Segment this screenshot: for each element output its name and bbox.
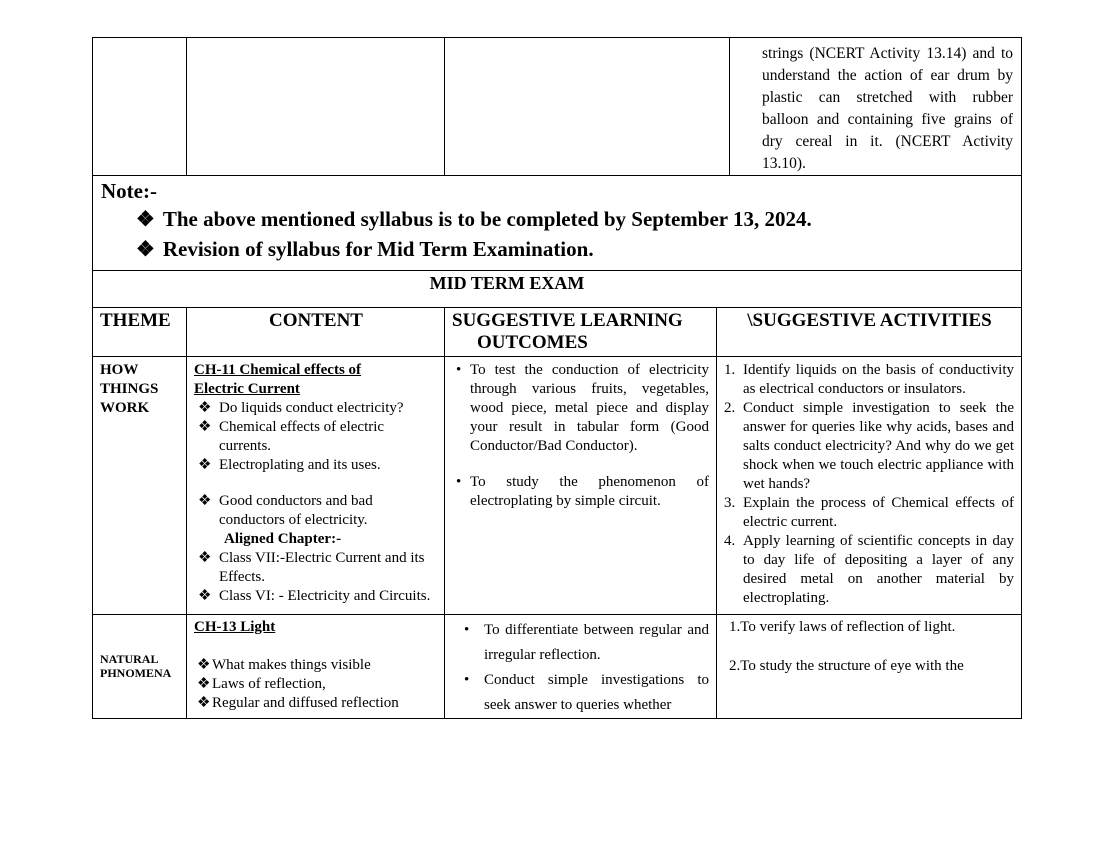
item-number: 4. [724,533,736,549]
header-outcomes [445,308,717,357]
list-item [724,399,1014,494]
aligned-text: Class VII:-Electric Current and its Effects. [219,550,425,585]
list-item [194,694,437,713]
diamond-bullet-icon: ❖ [197,657,211,673]
note-item [101,234,1013,264]
outcome-text: To study the phenomenon of electroplating by simple circuit. [470,474,709,509]
note-item [101,204,1013,234]
item-number: 1. [724,362,736,378]
list-item [452,361,709,456]
bullet-dot-icon: • [456,362,462,378]
outcome-text: Conduct simple investigations to seek answer to queries whether [484,672,709,713]
diamond-bullet-icon: ❖ [136,207,155,231]
diamond-bullet-icon: ❖ [198,457,212,473]
topic-text: What makes things visible [212,657,371,673]
header-theme-label: THEME [100,310,171,331]
activity-continuation-text: strings (NCERT Activity 13.14) and to understand the action of ear drum by plastic can stretched with rubber balloon and containing five grains of dry cereal in it. (NCERT Activity 13.10). [762,45,1013,172]
note-item-text: The above mentioned syllabus is to be completed by September 13, 2024. [162,207,812,231]
aligned-list [194,549,437,606]
theme-cell [93,357,187,615]
topic-text: Do liquids conduct electricity? [219,400,404,416]
diamond-bullet-icon: ❖ [197,695,211,711]
spacer [194,475,437,492]
activities-list [724,361,1014,608]
header-theme [93,308,187,357]
list-item [194,456,437,475]
theme-cell [93,615,187,719]
aligned-chapter-label: Aligned Chapter:- [224,531,342,547]
row-how-things-work [93,357,1022,615]
topic-text: Laws of reflection, [212,676,326,692]
activity-text: Explain the process of Chemical effects of electric current. [743,495,1014,530]
header-outcomes-line2: OUTCOMES [477,332,588,353]
theme-line: THINGS [100,381,159,397]
theme-line: NATURAL [100,652,159,666]
aligned-text: Class VI: - Electricity and Circuits. [219,588,431,604]
activities-cell [717,615,1022,719]
header-activities [717,308,1022,357]
continuation-row [93,38,1022,176]
spacer [724,637,1014,657]
note-title: Note:- [101,179,157,203]
header-activities-label: \SUGGESTIVE ACTIVITIES [747,310,992,331]
chapter-title-line2: Electric Current [194,381,300,397]
topic-list [194,656,437,713]
syllabus-table-main [92,308,1022,719]
bullet-dot-icon: • [456,474,462,490]
header-content [187,308,445,357]
list-item [194,587,437,606]
content-cell-empty [187,38,445,176]
syllabus-document [92,37,1021,719]
item-number: 3. [724,495,736,511]
topic-list [194,399,437,530]
activity-text: Apply learning of scientific concepts in day to day life of depositing a layer of any desired metal on another material by electroplating. [743,533,1014,606]
list-item [452,618,709,668]
row-natural-phenomena [93,615,1022,719]
diamond-bullet-icon: ❖ [136,237,155,261]
topic-text: Regular and diffused reflection [212,695,399,711]
activity-text: Conduct simple investigation to seek the answer for queries like why acids, bases and salts conduct electricity? And why do we get shock when we touch electric appliance with wet hands? [743,400,1014,492]
mid-term-heading: MID TERM EXAM [429,273,585,293]
diamond-bullet-icon: ❖ [198,550,212,566]
note-item-text: Revision of syllabus for Mid Term Examination. [162,237,594,261]
diamond-bullet-icon: ❖ [198,493,212,509]
bullet-dot-icon: • [464,622,470,638]
header-content-label: CONTENT [269,310,363,331]
list-item [452,473,709,511]
topic-text: Good conductors and bad conductors of electricity. [219,493,373,528]
activity-continuation [730,38,1022,176]
list-item [724,532,1014,608]
outcome-text: To differentiate between regular and irregular reflection. [484,622,709,663]
outcomes-list [452,361,709,511]
list-item [194,418,437,456]
outcomes-cell [445,615,717,719]
content-cell [187,357,445,615]
activities-cell [717,357,1022,615]
chapter-title: CH-13 Light [194,619,276,635]
header-outcomes-line1: SUGGESTIVE LEARNING [452,310,683,331]
list-item [194,549,437,587]
theme-line: WORK [100,400,150,416]
outcome-text: To test the conduction of electricity through various fruits, vegetables, wood piece, metal piece and display your result in tabular form (Good Conductor/Bad Conductor). [470,362,709,454]
note-cell [93,176,1022,271]
list-item [724,361,1014,399]
list-item [724,494,1014,532]
topic-text: Chemical effects of electric currents. [219,419,385,454]
activity-text: Identify liquids on the basis of conductivity as electrical conductors or insulators. [743,362,1014,397]
activity-text: 2.To study the structure of eye with the [729,658,964,674]
list-item [194,492,437,530]
diamond-bullet-icon: ❖ [198,588,212,604]
theme-cell-empty [93,38,187,176]
list-item [194,675,437,694]
activity-text: 1.To verify laws of reflection of light. [729,619,956,635]
theme-line: HOW [100,362,139,378]
chapter-title: CH-11 Chemical effects of [194,362,362,378]
outcomes-cell-empty [445,38,730,176]
bullet-dot-icon: • [464,672,470,688]
header-row [93,308,1022,357]
list-item [452,668,709,718]
outcomes-list [452,618,709,718]
spacer [452,456,709,473]
content-cell [187,615,445,719]
mid-term-row [93,271,1022,308]
outcomes-cell [445,357,717,615]
item-number: 2. [724,400,736,416]
note-row [93,176,1022,271]
theme-line: PHNOMENA [100,666,172,680]
list-item [194,656,437,675]
topic-text: Electroplating and its uses. [219,457,381,473]
list-item [194,399,437,418]
spacer [194,637,437,656]
diamond-bullet-icon: ❖ [197,676,211,692]
diamond-bullet-icon: ❖ [198,419,212,435]
diamond-bullet-icon: ❖ [198,400,212,416]
syllabus-table-top [92,37,1022,308]
mid-term-cell [93,271,1022,308]
